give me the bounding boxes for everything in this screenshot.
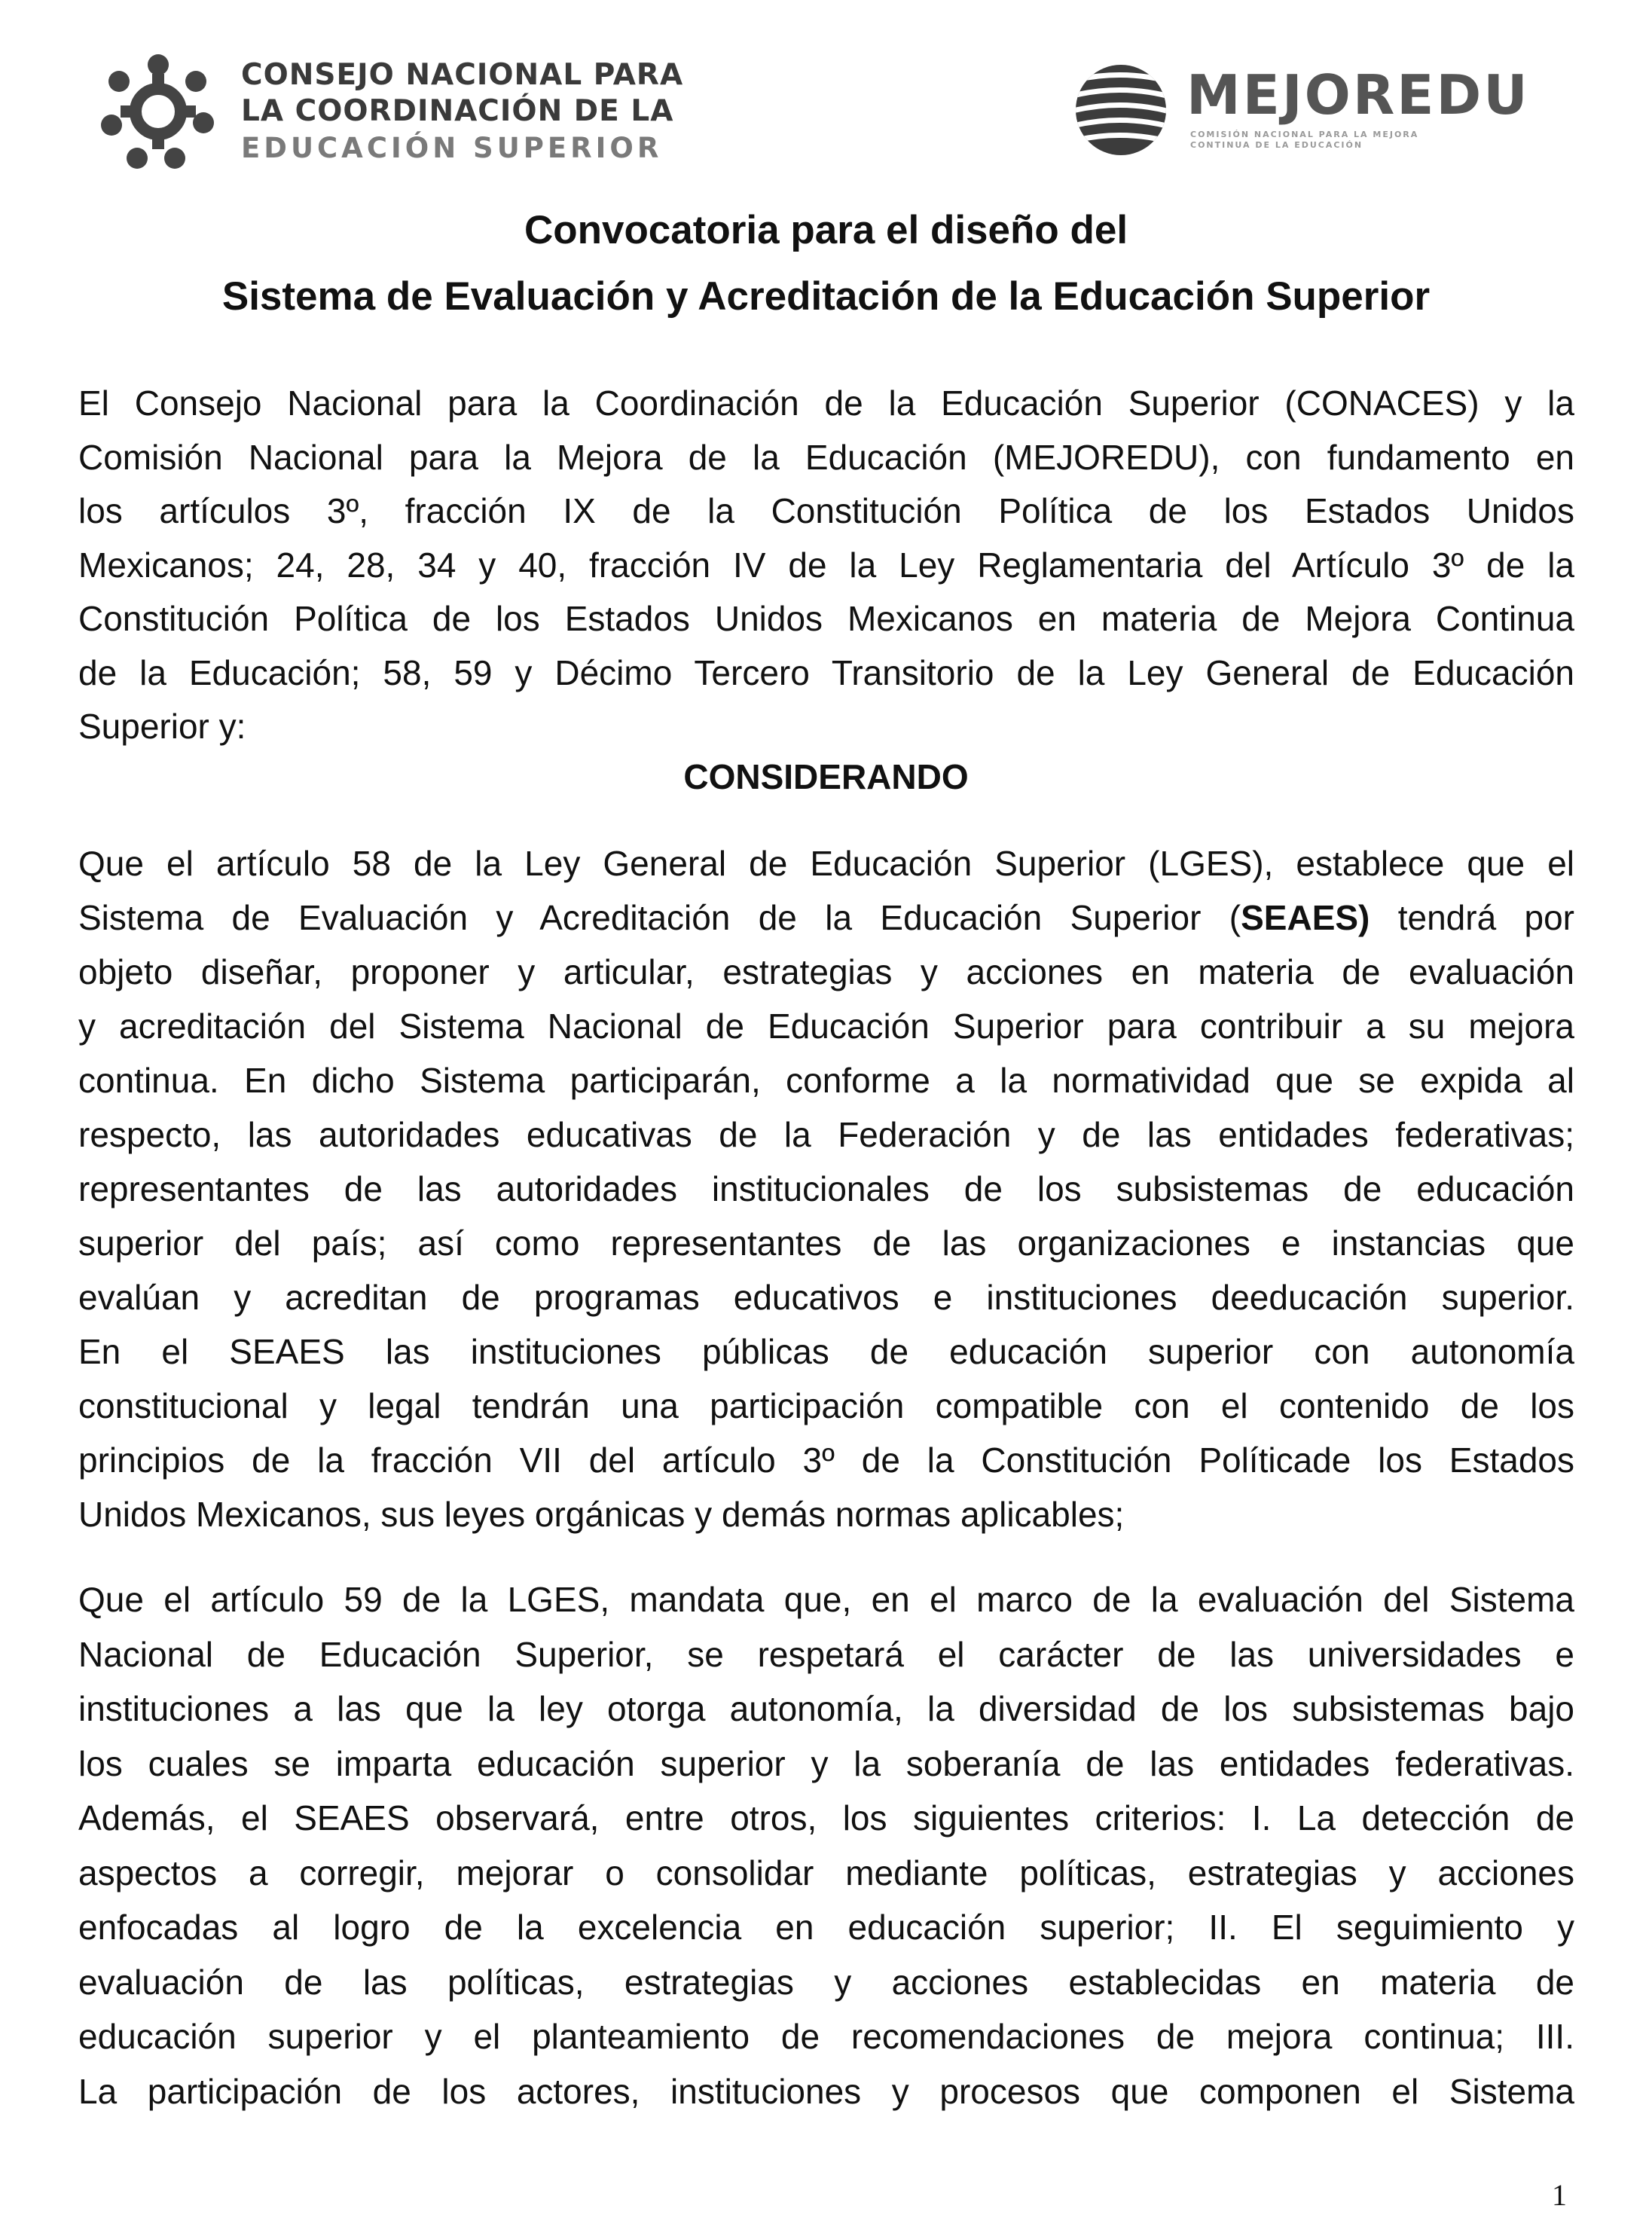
text-line: aspectos a corregir, mejorar o consolidar mediante políticas, estrategias y acciones xyxy=(78,1853,1574,1893)
mejoredu-brand: MEJOREDU xyxy=(1186,63,1530,127)
text-line: representantes de las autoridades institucionales de los subsistemas de educación xyxy=(78,1169,1574,1208)
text-line: Nacional de Educación Superior, se respetará el carácter de las universidades e xyxy=(78,1634,1574,1674)
mejoredu-tagline xyxy=(1190,130,1418,151)
text-line: En el SEAES las instituciones públicas de educación superior con autonomía xyxy=(78,1332,1574,1371)
text-line: Superior y: xyxy=(78,707,246,746)
conaces-logo xyxy=(90,47,684,175)
conaces-logo-line1: CONSEJO NACIONAL PARA xyxy=(241,58,684,92)
text-line: enfocadas al logro de la excelencia en educación superior; II. El seguimiento y xyxy=(78,1908,1574,1947)
text-line: Constitución Política de los Estados Unidos Mexicanos en materia de Mejora Continua xyxy=(78,599,1574,638)
text-line: Comisión Nacional para la Mejora de la Educación (MEJOREDU), con fundamento en xyxy=(78,437,1574,477)
text-line: Mexicanos; 24, 28, 34 y 40, fracción IV de la Ley Reglamentaria del Artículo 3º de la xyxy=(78,545,1574,585)
text-line: principios de la fracción VII del artículo 3º de la Constitución Políticade los Estados xyxy=(78,1440,1574,1480)
text-line: los cuales se imparta educación superior y la soberanía de las entidades federativas. xyxy=(78,1743,1574,1783)
bold-acronym: SEAES) xyxy=(1241,898,1370,937)
text-line: constitucional y legal tendrán una participación compatible con el contenido de los xyxy=(78,1386,1574,1425)
text-line: La participación de los actores, instituciones y procesos que componen el Sistema xyxy=(78,2071,1574,2111)
text-line: objeto diseñar, proponer y articular, estrategias y acciones en materia de evaluación xyxy=(78,952,1574,991)
text-line: Que el artículo 58 de la Ley General de Educación Superior (LGES), establece que el xyxy=(78,844,1574,883)
text-line: evaluación de las políticas, estrategias y acciones establecidas en materia de xyxy=(78,1962,1574,2002)
text-line: El Consejo Nacional para la Coordinación de la Educación Superior (CONACES) y la xyxy=(78,383,1574,423)
paragraph-article-58 xyxy=(78,836,1574,1541)
text-line: Unidos Mexicanos, sus leyes orgánicas y demás normas aplicables; xyxy=(78,1495,1125,1534)
text-line: de la Educación; 58, 59 y Décimo Tercero Transitorio de la Ley General de Educación xyxy=(78,652,1574,692)
text-line xyxy=(78,891,1574,945)
text-line: respecto, las autoridades educativas de la Federación y de las entidades federativas; xyxy=(78,1115,1574,1154)
mejoredu-tagline-line2: CONTINUA DE LA EDUCACIÓN xyxy=(1190,140,1363,150)
title-line1: Convocatoria para el diseño del xyxy=(524,208,1128,252)
text-segment: tendrá por xyxy=(1370,898,1574,937)
document-title xyxy=(0,197,1652,330)
text-line: los artículos 3º, fracción IX de la Constitución Política de los Estados Unidos xyxy=(78,491,1574,530)
text-line: Además, el SEAES observará, entre otros, los siguientes criterios: I. La detección de xyxy=(78,1798,1574,1838)
text-line: instituciones a las que la ley otorga autonomía, la diversidad de los subsistemas bajo xyxy=(78,1689,1574,1728)
section-heading: CONSIDERANDO xyxy=(683,757,969,796)
text-line: continua. En dicho Sistema participarán, conforme a la normatividad que se expida al xyxy=(78,1061,1574,1100)
page-number: 1 xyxy=(1552,2178,1567,2212)
text-segment: Sistema de Evaluación y Acreditación de la Educación Superior ( xyxy=(78,898,1241,937)
title-line2: Sistema de Evaluación y Acreditación de la Educación Superior xyxy=(221,274,1431,319)
text-line: Que el artículo 59 de la LGES, mandata que, en el marco de la evaluación del Sistema xyxy=(78,1580,1574,1619)
paragraph-intro xyxy=(78,377,1574,754)
paragraph-article-59 xyxy=(78,1572,1574,2119)
mejoredu-logo xyxy=(1070,60,1567,173)
text-line: evalúan y acreditan de programas educativos e instituciones deeducación superior. xyxy=(78,1278,1574,1317)
conaces-logo-line3: EDUCACIÓN SUPERIOR xyxy=(241,132,663,164)
text-line: educación superior y el planteamiento de recomendaciones de mejora continua; III. xyxy=(78,2017,1574,2056)
conaces-logo-line2: LA COORDINACIÓN DE LA xyxy=(241,94,674,128)
text-line: y acreditación del Sistema Nacional de Educación Superior para contribuir a su mejora xyxy=(78,1007,1574,1046)
text-line: superior del país; así como representantes de las organizaciones e instancias que xyxy=(78,1224,1574,1263)
gear-people-icon xyxy=(90,51,226,172)
mejoredu-tagline-line1: COMISIÓN NACIONAL PARA LA MEJORA xyxy=(1190,130,1419,139)
striped-globe-icon xyxy=(1070,60,1175,158)
